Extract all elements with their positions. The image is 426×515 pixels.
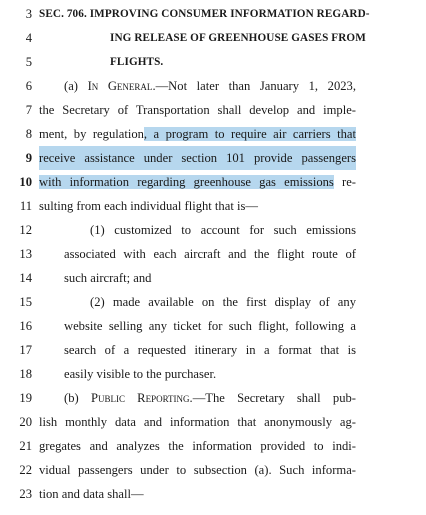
text-line [0,194,426,218]
subsection-label: (b) [64,391,91,405]
list-item-text: (1) customized to account for such emissions [90,223,356,237]
paragraph-text: .—Not later than January 1, 2023, [152,79,356,93]
list-item-text: such aircraft; and [64,271,152,285]
paragraph-text: tion and data shall— [39,487,144,501]
text-line [0,242,426,266]
line-number: 20 [19,415,32,429]
paragraph-text: lish monthly data and information that anonymously ag- [39,415,356,429]
line-number: 4 [25,31,32,45]
section-heading: SEC. 706. IMPROVING CONSUMER INFORMATION REGARD- [39,8,370,20]
line-number: 18 [19,367,32,381]
highlighted-text: with information regarding greenhouse gas emissions [39,175,334,189]
text-line [0,266,426,290]
highlighted-text: , a program to require air carriers that [143,127,356,141]
text-line [0,2,426,26]
list-item-text: search of a requested itinerary in a format that is [64,343,356,357]
line-number: 17 [19,343,32,357]
line-number: 16 [19,319,32,333]
section-heading: ING RELEASE OF GREENHOUSE GASES FROM [110,32,366,44]
text-line [0,146,426,170]
text-line [0,410,426,434]
text-line [0,314,426,338]
paragraph-text: re- [333,175,356,189]
list-item-text: (2) made available on the first display of any [90,295,356,309]
line-number: 13 [19,247,32,261]
paragraph-text: vidual passengers under to subsection (a). Such informa- [39,463,356,477]
text-line [0,338,426,362]
text-line [0,50,426,74]
text-line [0,170,426,194]
paragraph-text [64,74,356,98]
line-number: 6 [25,79,32,93]
highlighted-text: receive assistance under section 101 provide passengers [39,146,356,170]
text-line [0,74,426,98]
paragraph-text: ment, by regulation [39,127,144,141]
line-number: 15 [19,295,32,309]
line-number: 14 [19,271,32,285]
paragraph-text [64,386,356,410]
paragraph-text [39,122,356,146]
text-line [0,434,426,458]
paragraph-text [39,170,356,194]
list-item-text: associated with each aircraft and the flight route of [64,247,356,261]
paragraph-text: the Secretary of Transportation shall develop and imple- [39,103,356,117]
line-number: 19 [19,391,32,405]
text-line [0,362,426,386]
text-line [0,122,426,146]
paragraph-text: sulting from each individual flight that is— [39,199,258,213]
line-number: 22 [19,463,32,477]
subsection-heading: In General [87,79,153,93]
text-line [0,218,426,242]
line-number: 5 [25,55,32,69]
text-line [0,290,426,314]
list-item-text: website selling any ticket for such flight, following a [64,319,356,333]
line-number: 23 [19,487,32,501]
line-number: 11 [19,199,32,213]
section-heading: FLIGHTS. [110,56,164,68]
line-number: 3 [25,7,32,21]
text-line [0,482,426,506]
list-item-text: easily visible to the purchaser. [64,367,217,381]
line-number: 7 [25,103,32,117]
paragraph-text: .—The Secretary shall pub- [189,391,357,405]
text-line [0,458,426,482]
line-number: 21 [19,439,32,453]
text-line [0,98,426,122]
subsection-label: (a) [64,79,88,93]
subsection-heading: Public Reporting [90,391,190,405]
text-line [0,26,426,50]
line-number: 10 [19,175,32,189]
text-line [0,386,426,410]
line-number: 12 [19,223,32,237]
paragraph-text: gregates and analyzes the information provided to indi- [39,439,356,453]
line-number: 8 [25,127,32,141]
line-number: 9 [25,151,32,165]
